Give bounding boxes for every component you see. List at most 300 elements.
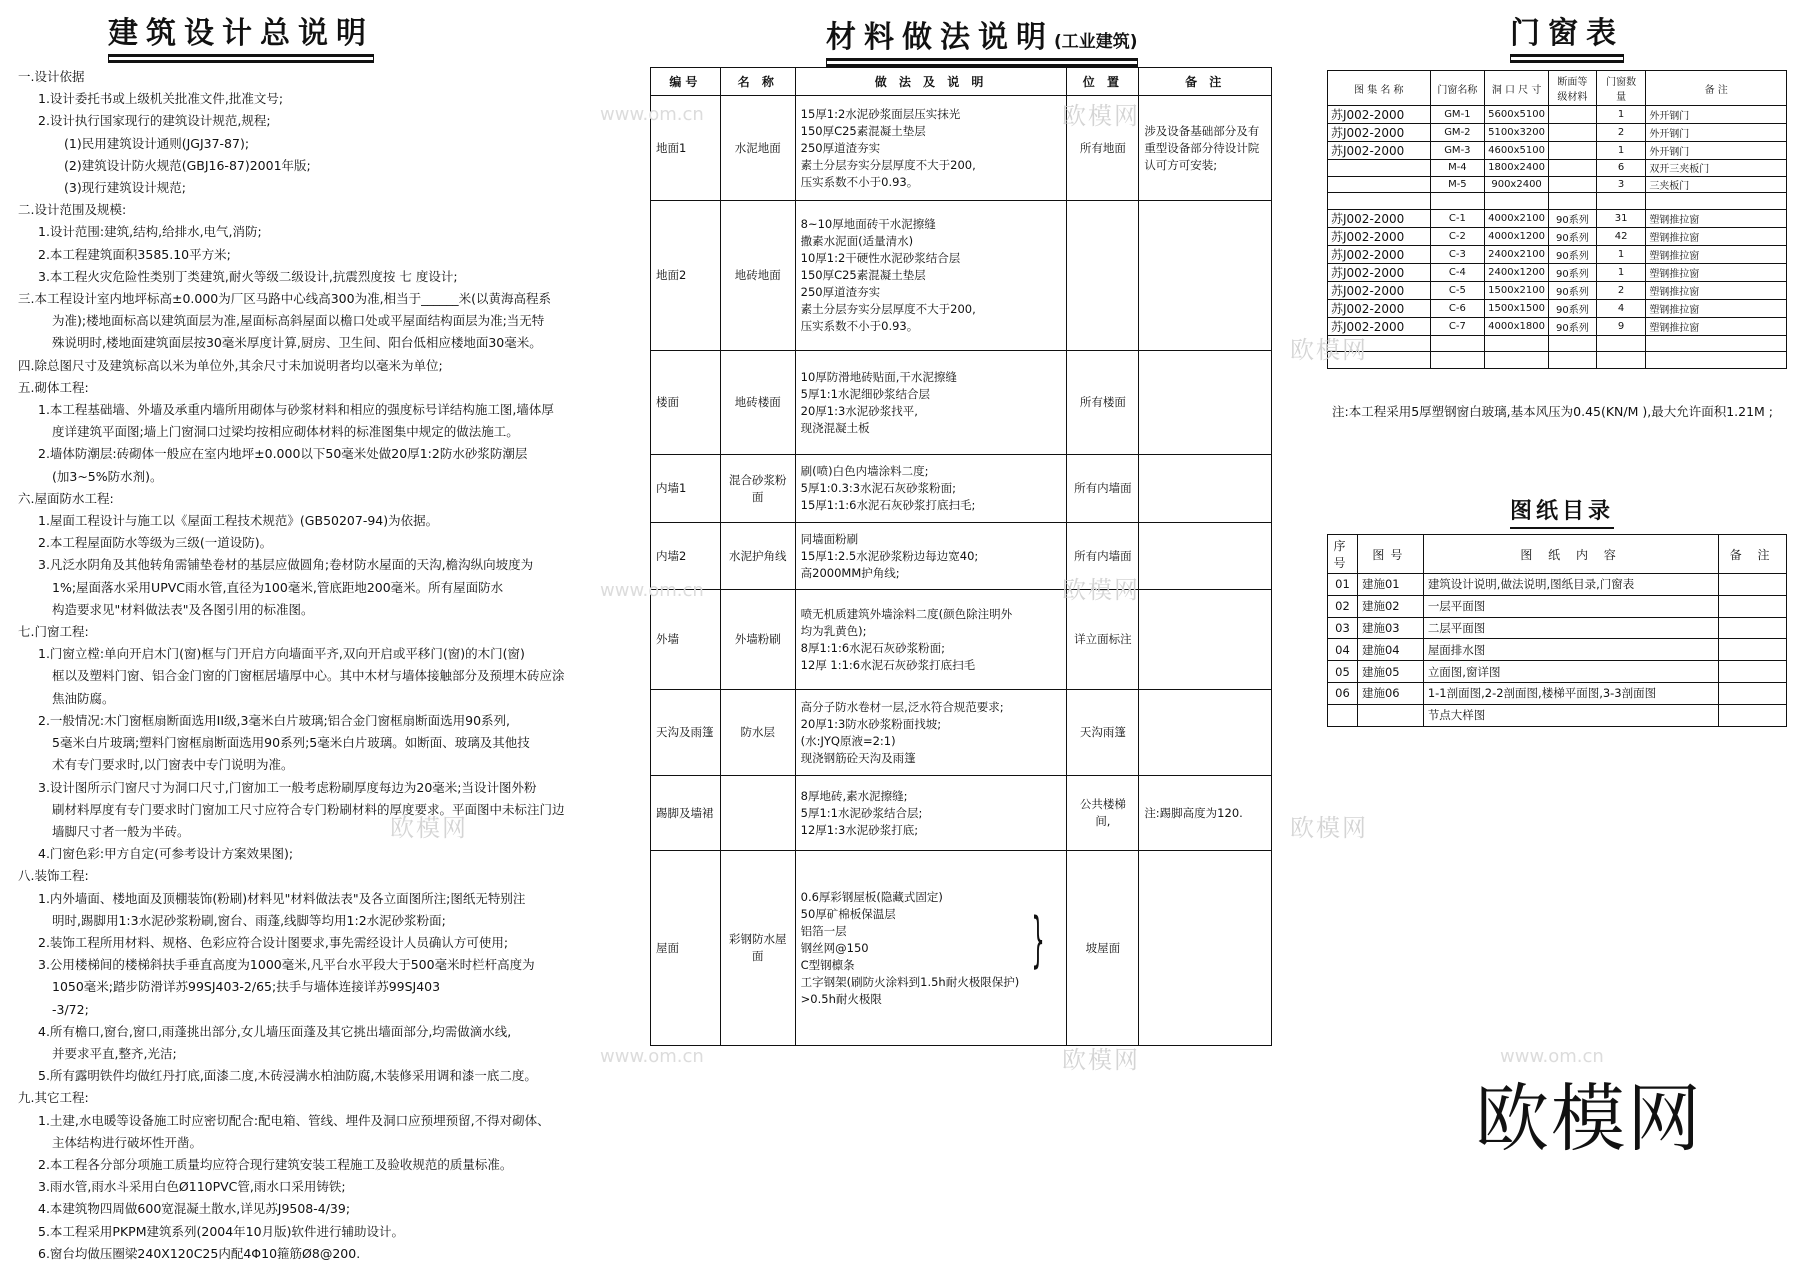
preparation-line: 同墙面粉刷 [800, 531, 859, 546]
drawings-table [1327, 534, 1787, 727]
preparation-line: 8~10厚地面砖干水泥擦缝 [800, 217, 936, 231]
materials-header-row [651, 68, 1272, 96]
drawing-seq: 01 [1328, 574, 1358, 596]
door-atlas: 苏J002-2000 [1328, 281, 1431, 299]
mat-header-note: 备 注 [1139, 68, 1272, 96]
door-row [1328, 245, 1787, 263]
watermark-6: 欧模网 [1062, 1046, 1140, 1074]
door-size [1485, 352, 1549, 369]
preparation-line: 5厚1:1水泥细砂浆结合层 [800, 386, 930, 401]
notes-section-heading: 一.设计依据 [18, 69, 85, 84]
door-size: 1500x1500 [1485, 299, 1549, 317]
door-size: 4000x1800 [1485, 317, 1549, 335]
material-preparation [795, 455, 1067, 523]
door-material [1549, 160, 1597, 177]
door-name: C-3 [1430, 245, 1485, 263]
door-name: GM-1 [1430, 106, 1485, 124]
drawings-title: 图纸目录 [1510, 494, 1614, 529]
door-qty [1596, 193, 1645, 210]
drawing-row [1328, 617, 1787, 639]
material-code: 地面2 [651, 201, 721, 351]
drawing-content: 节点大样图 [1423, 704, 1719, 726]
door-qty: 3 [1596, 176, 1645, 193]
material-preparation [795, 96, 1067, 201]
door-note: 外开钢门 [1646, 106, 1787, 124]
preparation-line: (水:JYQ原液=2:1) [800, 733, 896, 748]
drawing-no: 建施06 [1357, 682, 1423, 704]
preparation-line: 铝箔一层 [800, 923, 847, 938]
material-location: 详立面标注 [1067, 590, 1139, 690]
door-header-material: 断面等级材料 [1549, 71, 1597, 106]
preparation-line: 12厚 1:1:6水泥石灰砂浆打底扫毛 [800, 657, 976, 672]
door-header-name: 门窗名称 [1430, 71, 1485, 106]
door-size: 5600x5100 [1485, 106, 1549, 124]
door-material: 90系列 [1549, 227, 1597, 245]
material-name: 水泥地面 [720, 96, 795, 201]
mat-header-code: 编号 [651, 68, 721, 96]
door-atlas [1328, 160, 1431, 177]
notes-line: 1.内外墙面、楼地面及顶棚装饰(粉刷)材料见"材料做法表"及各立面图所注;图纸无特别注 [38, 890, 526, 906]
door-atlas [1328, 193, 1431, 210]
drawing-content: 二层平面图 [1423, 617, 1719, 639]
door-atlas [1328, 176, 1431, 193]
door-qty: 42 [1596, 227, 1645, 245]
drawing-seq [1328, 704, 1358, 726]
door-atlas: 苏J002-2000 [1328, 299, 1431, 317]
notes-line: 5.本工程采用PKPM建筑系列(2004年10月版)软件进行辅助设计。 [38, 1223, 404, 1239]
notes-line: 2.本工程各分部分项施工质量均应符合现行建筑安装工程施工及验收规范的质量标准。 [38, 1156, 513, 1172]
preparation-line: 150厚C25素混凝土垫层 [800, 268, 926, 282]
preparation-line: 工字钢架(刷防火涂料到1.5h耐火极限保护) [800, 974, 1020, 989]
preparation-line: 15厚1:2.5水泥砂浆粉边每边宽40; [800, 548, 979, 563]
drawing-row [1328, 682, 1787, 704]
door-note: 外开钢门 [1646, 142, 1787, 160]
door-row [1328, 106, 1787, 124]
material-location: 所有内墙面 [1067, 455, 1139, 523]
drawing-content: 1-1剖面图,2-2剖面图,楼梯平面图,3-3剖面图 [1423, 682, 1719, 704]
door-atlas: 苏J002-2000 [1328, 227, 1431, 245]
watermark-2: 欧模网 [1290, 336, 1368, 364]
general-notes [18, 66, 638, 1265]
material-location: 坡屋面 [1067, 851, 1139, 1046]
door-qty: 9 [1596, 317, 1645, 335]
door-name: C-2 [1430, 227, 1485, 245]
materials-row [651, 590, 1272, 690]
notes-line: 2.装饰工程所用材料、规格、色彩应符合设计图要求,事先需经设计人员确认方可使用; [38, 934, 509, 950]
material-location [1067, 201, 1139, 351]
preparation-line: 5厚1:1水泥砂浆结合层; [800, 805, 923, 820]
materials-row [651, 523, 1272, 590]
notes-line: 2.墙体防潮层:砖砌体一般应在室内地坪±0.000以下50毫米处做20厚1:2防水砂浆防潮层 [38, 446, 528, 462]
notes-line: 1050毫米;踏步防滑详苏99SJ403-2/65;扶手与墙体连接详苏99SJ403 [52, 979, 441, 995]
material-preparation [795, 523, 1067, 590]
preparation-lines [801, 463, 976, 514]
notes-line: 殊说明时,楼地面建筑面层按30毫米厚度计算,厨房、卫生间、阳台低相应楼地面30毫米。 [52, 335, 542, 351]
door-atlas: 苏J002-2000 [1328, 106, 1431, 124]
door-qty: 4 [1596, 299, 1645, 317]
notes-line: 4.本建筑物四周做600宽混凝土散水,详见苏J9508-4/39; [38, 1201, 351, 1217]
notes-line: 3.公用楼梯间的楼梯斜扶手垂直高度为1000毫米,凡平台水平段大于500毫米时栏杆高度为 [38, 957, 535, 973]
door-size: 5100x3200 [1485, 124, 1549, 142]
notes-line: 明时,踢脚用1:3水泥砂浆粉刷,窗台、雨蓬,线脚等均用1:2水泥砂浆粉面; [52, 912, 446, 928]
preparation-line: 20厚1:3防水砂浆粉面找坡; [800, 716, 942, 731]
drawing-note [1719, 682, 1787, 704]
material-code: 踢脚及墙裙 [651, 776, 721, 851]
notes-line: 1.屋面工程设计与施工以《屋面工程技术规范》(GB50207-94)为依据。 [38, 513, 439, 529]
notes-section-heading: 八.装饰工程: [18, 868, 89, 884]
door-row [1328, 352, 1787, 369]
material-note: 涉及设备基础部分及有重型设备部分待设计院认可方可安装; [1139, 96, 1272, 201]
notes-line: 2.本工程建筑面积3585.10平方米; [38, 246, 231, 262]
preparation-line: 5厚1:0.3:3水泥石灰砂浆粉面; [800, 481, 957, 495]
preparation-lines [801, 699, 1004, 767]
door-row [1328, 317, 1787, 335]
watermark-url-3: www.om.cn [600, 1046, 704, 1067]
door-row [1328, 299, 1787, 317]
drawing-seq: 04 [1328, 639, 1358, 661]
door-note: 塑钢推拉窗 [1646, 227, 1787, 245]
preparation-line: 8厚1:1:6水泥石灰砂浆粉面; [800, 640, 946, 655]
preparation-line: 12厚1:3水泥砂浆打底; [800, 822, 919, 837]
materials-row [651, 851, 1272, 1046]
preparation-line: 250厚道渣夯实 [800, 285, 881, 299]
preparation-line: 撒素水泥面(适量清水) [800, 234, 914, 248]
notes-line: 1.设计委托书或上级机关批准文件,批准文号; [38, 91, 284, 107]
notes-line: (3)现行建筑设计规范; [64, 180, 186, 196]
preparation-lines [801, 216, 976, 335]
door-material [1549, 142, 1597, 160]
notes-section-heading: 五.砌体工程: [18, 379, 89, 395]
fire-rating-label: >0.5h耐火极限 [800, 991, 882, 1006]
drawing-seq: 02 [1328, 595, 1358, 617]
material-name: 混合砂浆粉面 [720, 455, 795, 523]
watermark-1: 欧模网 [1062, 102, 1140, 130]
door-size: 4600x5100 [1485, 142, 1549, 160]
door-name: C-7 [1430, 317, 1485, 335]
materials-row [651, 776, 1272, 851]
material-name: 地砖地面 [720, 201, 795, 351]
material-preparation [795, 590, 1067, 690]
drawing-row [1328, 661, 1787, 683]
drawing-no: 建施02 [1357, 595, 1423, 617]
drawing-seq: 03 [1328, 617, 1358, 639]
drawing-note [1719, 574, 1787, 596]
material-code: 天沟及雨篷 [651, 690, 721, 776]
drawing-no: 建施01 [1357, 574, 1423, 596]
preparation-lines [801, 369, 957, 437]
door-note: 塑钢推拉窗 [1646, 299, 1787, 317]
drawing-note [1719, 661, 1787, 683]
preparation-line: 现浇混凝土板 [800, 420, 870, 435]
drawing-content: 屋面排水图 [1423, 639, 1719, 661]
material-location: 所有地面 [1067, 96, 1139, 201]
materials-row [651, 690, 1272, 776]
doors-title: 门窗表 [1510, 8, 1624, 57]
mat-header-location: 位 置 [1067, 68, 1139, 96]
door-note: 双开三夹板门 [1646, 160, 1787, 177]
notes-line: 框以及塑料门窗、铝合金门窗的门窗框居墙厚中心。其中木材与墙体接触部分及预埋木砖应涂 [52, 668, 565, 684]
notes-line: 墙脚尺寸者一般为半砖。 [52, 823, 190, 839]
drawing-content: 建筑设计说明,做法说明,图纸目录,门窗表 [1423, 574, 1719, 596]
drawing-no: 建施05 [1357, 661, 1423, 683]
door-row [1328, 227, 1787, 245]
door-size [1485, 193, 1549, 210]
drawing-no: 建施04 [1357, 639, 1423, 661]
door-note: 塑钢推拉窗 [1646, 245, 1787, 263]
notes-line: 为准);楼地面标高以建筑面层为准,屋面标高斜屋面以檐口处或平屋面结构面层为准;当无特 [52, 313, 545, 329]
door-row [1328, 335, 1787, 352]
doors-note: 注:本工程采用5厚塑钢窗白玻璃,基本风压为0.45(KN/M ),最大允许面积1.21M ; [1332, 404, 1774, 419]
watermark-url-2: www.om.cn [600, 580, 704, 601]
door-qty [1596, 352, 1645, 369]
notes-line: 度详建筑平面图;墙上门窗洞口过梁均按相应砌体材料的标准图集中规定的做法施工。 [52, 424, 519, 440]
dwg-header-seq: 序号 [1328, 535, 1358, 574]
material-note [1139, 455, 1272, 523]
door-row [1328, 142, 1787, 160]
notes-line: 3.雨水管,雨水斗采用白色Ø110PVC管,雨水口采用铸铁; [38, 1179, 346, 1195]
notes-section-heading: 六.屋面防水工程: [18, 490, 114, 506]
preparation-line: 钢丝网@150 [800, 940, 869, 955]
general-title: 建筑设计总说明 [108, 8, 374, 57]
preparation-line: C型钢檩条 [800, 957, 855, 972]
door-name: GM-3 [1430, 142, 1485, 160]
notes-line: 1.设计范围:建筑,结构,给排水,电气,消防; [38, 224, 262, 240]
door-material: 90系列 [1549, 299, 1597, 317]
material-name: 防水层 [720, 690, 795, 776]
material-location: 所有内墙面 [1067, 523, 1139, 590]
drawing-no [1357, 704, 1423, 726]
drawing-no: 建施03 [1357, 617, 1423, 639]
preparation-line: 20厚1:3水泥砂浆找平, [800, 403, 918, 418]
door-material [1549, 193, 1597, 210]
drawing-row [1328, 704, 1787, 726]
watermark-url-4: www.om.cn [1500, 1046, 1604, 1067]
material-name: 彩钢防水屋面 [720, 851, 795, 1046]
material-preparation [795, 776, 1067, 851]
doors-table [1327, 70, 1787, 369]
notes-line: 构造要求见"材料做法表"及各图引用的标准图。 [52, 601, 314, 617]
notes-line: 2.一般情况:木门窗框扇断面选用II级,3毫米白片玻璃;铝合金门窗框扇断面选用90系列, [38, 712, 511, 728]
door-name [1430, 193, 1485, 210]
door-name [1430, 335, 1485, 352]
watermark-3: 欧模网 [1062, 576, 1140, 604]
material-note [1139, 590, 1272, 690]
drawing-seq: 05 [1328, 661, 1358, 683]
notes-section-heading: 九.其它工程: [18, 1090, 89, 1106]
preparation-line: 150厚C25素混凝土垫层 [800, 123, 926, 138]
drawing-content: 立面图,窗详图 [1423, 661, 1719, 683]
preparation-lines [801, 606, 1012, 674]
drawing-row [1328, 595, 1787, 617]
door-qty: 1 [1596, 142, 1645, 160]
material-preparation [795, 201, 1067, 351]
door-note: 塑钢推拉窗 [1646, 317, 1787, 335]
material-note [1139, 690, 1272, 776]
door-atlas: 苏J002-2000 [1328, 263, 1431, 281]
material-note: 注:踢脚高度为120. [1139, 776, 1272, 851]
notes-line: 4.门窗色彩:甲方自定(可参考设计方案效果图); [38, 846, 294, 862]
material-name: 地砖楼面 [720, 351, 795, 455]
door-name: M-5 [1430, 176, 1485, 193]
drawing-note [1719, 617, 1787, 639]
door-atlas: 苏J002-2000 [1328, 209, 1431, 227]
door-name: C-1 [1430, 209, 1485, 227]
notes-line: 2.设计执行国家现行的建筑设计规范,规程; [38, 113, 271, 129]
material-code: 地面1 [651, 96, 721, 201]
preparation-lines [801, 788, 923, 839]
dwg-header-note: 备 注 [1719, 535, 1787, 574]
notes-line: 主体结构进行破坏性开凿。 [52, 1134, 203, 1150]
material-code: 屋面 [651, 851, 721, 1046]
door-atlas: 苏J002-2000 [1328, 142, 1431, 160]
door-row [1328, 263, 1787, 281]
door-qty: 1 [1596, 106, 1645, 124]
material-preparation [795, 851, 1067, 1046]
door-name: C-5 [1430, 281, 1485, 299]
preparation-line: 高分子防水卷材一层,泛水符合规范要求; [800, 699, 1004, 714]
material-name: 外墙粉刷 [720, 590, 795, 690]
materials-table [650, 67, 1272, 1046]
notes-line: (1)民用建筑设计通则(JGJ37-87); [64, 135, 250, 151]
preparation-line: 压实系数不小于0.93。 [800, 319, 919, 333]
materials-row [651, 455, 1272, 523]
door-row [1328, 124, 1787, 142]
notes-line: 6.窗台均做压圈梁240X120C25内配4Φ10箍筋Ø8@200. [38, 1245, 361, 1261]
door-note: 外开钢门 [1646, 124, 1787, 142]
materials-title-note: (工业建筑) [1054, 32, 1138, 52]
door-row [1328, 209, 1787, 227]
notes-line: 3.凡泛水阴角及其他转角需铺垫卷材的基层应做圆角;卷材防水屋面的天沟,檐沟纵向坡度为 [38, 557, 534, 573]
preparation-line: 喷无机质建筑外墙涂料二度(颜色除注明外 [800, 606, 1013, 621]
watermark-url-1: www.om.cn [600, 104, 704, 125]
preparation-line: 高2000MM护角线; [800, 565, 900, 580]
doors-header-row [1328, 71, 1787, 106]
door-material: 90系列 [1549, 245, 1597, 263]
door-name: C-4 [1430, 263, 1485, 281]
preparation-line: 刷(喷)白色内墙涂料二度; [800, 464, 929, 478]
notes-section-heading: 二.设计范围及规模: [18, 202, 127, 218]
door-note: 三夹板门 [1646, 176, 1787, 193]
notes-line: 5.所有露明铁件均做红丹打底,面漆二度,木砖浸满水柏油防腐,木装修采用调和漆一底二度。 [38, 1068, 537, 1084]
notes-line: 并要求平直,整齐,光洁; [52, 1045, 177, 1061]
notes-section-heading: 七.门窗工程: [18, 624, 89, 640]
door-size: 900x2400 [1485, 176, 1549, 193]
door-header-note: 备 注 [1646, 71, 1787, 106]
material-code: 外墙 [651, 590, 721, 690]
materials-title [826, 12, 1138, 61]
preparation-line: 均为乳黄色); [800, 623, 867, 638]
material-code: 楼面 [651, 351, 721, 455]
materials-row [651, 201, 1272, 351]
door-note [1646, 193, 1787, 210]
door-material: 90系列 [1549, 281, 1597, 299]
material-preparation [795, 690, 1067, 776]
door-qty: 1 [1596, 245, 1645, 263]
door-row [1328, 176, 1787, 193]
door-row [1328, 193, 1787, 210]
door-atlas: 苏J002-2000 [1328, 245, 1431, 263]
material-code: 内墙2 [651, 523, 721, 590]
door-header-size: 洞 口 尺 寸 [1485, 71, 1549, 106]
preparation-line: 压实系数不小于0.93。 [800, 174, 919, 189]
door-size: 4000x2100 [1485, 209, 1549, 227]
door-material: 90系列 [1549, 263, 1597, 281]
door-material: 90系列 [1549, 209, 1597, 227]
door-header-qty: 门窗数量 [1596, 71, 1645, 106]
site-logo: 欧模网 [1475, 1076, 1703, 1162]
notes-line: 1.本工程基础墙、外墙及承重内墙所用砌体与砂浆材料和相应的强度标号详结构施工图,墙体厚 [38, 402, 554, 418]
door-note: 塑钢推拉窗 [1646, 209, 1787, 227]
watermark-5: 欧模网 [1290, 814, 1368, 842]
preparation-line: 10厚1:2干硬性水泥砂浆结合层 [800, 251, 961, 265]
preparation-line: 0.6厚彩钢屋板(隐藏式固定) [800, 889, 943, 904]
notes-section-heading: 三.本工程设计室内地坪标高±0.000为厂区马路中心线高300为准,相当于______米(以黄海高程系 [18, 291, 551, 307]
door-material [1549, 352, 1597, 369]
preparation-lines [801, 889, 1020, 991]
materials-row [651, 96, 1272, 201]
preparation-line: 素土分层夯实分层厚度不大于200, [800, 302, 976, 316]
preparation-line: 15厚1:2水泥砂浆面层压实抹光 [800, 106, 961, 121]
material-location: 所有楼面 [1067, 351, 1139, 455]
notes-line: 4.所有檐口,窗台,窗口,雨蓬挑出部分,女儿墙压面蓬及其它挑出墙面部分,均需做滴水线, [38, 1023, 512, 1039]
material-name [720, 776, 795, 851]
drawings-header-row [1328, 535, 1787, 574]
mat-header-name: 名 称 [720, 68, 795, 96]
dwg-header-no: 图号 [1357, 535, 1423, 574]
door-size: 1800x2400 [1485, 160, 1549, 177]
preparation-lines [801, 106, 976, 191]
notes-line: 术有专门要求时,以门窗表中专门说明为准。 [52, 757, 294, 773]
material-note [1139, 523, 1272, 590]
door-qty: 2 [1596, 281, 1645, 299]
notes-line: 1.土建,水电暖等设备施工时应密切配合:配电箱、管线、埋件及洞口应预埋预留,不得对砌体、 [38, 1112, 550, 1128]
materials-title-main: 材料做法说明 [826, 20, 1054, 55]
notes-line: 3.本工程火灾危险性类别丁类建筑,耐火等级二级设计,抗震烈度按 七 度设计; [38, 268, 458, 284]
drawing-note [1719, 704, 1787, 726]
door-note [1646, 352, 1787, 369]
material-name: 水泥护角线 [720, 523, 795, 590]
preparation-line: 素土分层夯实分层厚度不大于200, [800, 157, 976, 172]
door-atlas: 苏J002-2000 [1328, 317, 1431, 335]
door-header-atlas: 图 集 名 称 [1328, 71, 1431, 106]
notes-line: (2)建筑设计防火规范(GBJ16-87)2001年版; [64, 157, 311, 173]
door-name [1430, 352, 1485, 369]
door-note [1646, 335, 1787, 352]
drawing-seq: 06 [1328, 682, 1358, 704]
drawing-content: 一层平面图 [1423, 595, 1719, 617]
door-name: M-4 [1430, 160, 1485, 177]
door-material [1549, 335, 1597, 352]
door-name: GM-2 [1430, 124, 1485, 142]
material-location: 天沟雨篷 [1067, 690, 1139, 776]
door-material [1549, 176, 1597, 193]
preparation-lines [801, 531, 979, 582]
material-note [1139, 351, 1272, 455]
door-note: 塑钢推拉窗 [1646, 263, 1787, 281]
mat-header-prep: 做 法 及 说 明 [795, 68, 1067, 96]
door-qty: 2 [1596, 124, 1645, 142]
preparation-line: 15厚1:1:6水泥石灰砂浆打底扫毛; [800, 498, 976, 512]
notes-line: 刷材料厚度有专门要求时门窗加工尺寸应符合专门粉刷材料的厚度要求。平面图中未标注门边 [52, 801, 565, 817]
door-size: 2400x1200 [1485, 263, 1549, 281]
notes-line: 1%;屋面落水采用UPVC雨水管,直径为100毫米,管底距地200毫米。所有屋面防水 [52, 579, 504, 595]
material-note [1139, 851, 1272, 1046]
door-size [1485, 335, 1549, 352]
door-qty: 1 [1596, 263, 1645, 281]
door-material [1549, 106, 1597, 124]
door-qty: 31 [1596, 209, 1645, 227]
door-note: 塑钢推拉窗 [1646, 281, 1787, 299]
